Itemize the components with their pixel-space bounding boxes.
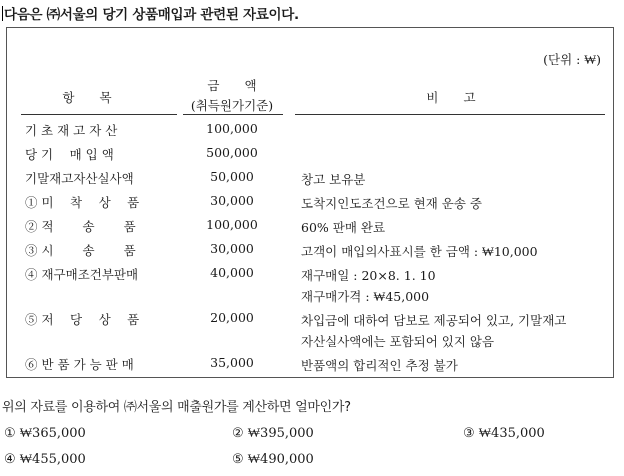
row-amount: 40,000: [210, 265, 254, 280]
row-note: 60% 판매 완료: [301, 220, 386, 235]
unit-label: (단위 : ₩): [543, 52, 601, 67]
row-note-line2: 자산실사액에는 포함되어 있지 않음: [301, 334, 495, 349]
header-amount: 금 액: [207, 78, 257, 93]
row-amount: 35,000: [210, 355, 254, 370]
row-note-line2: 재구매가격 : ₩45,000: [301, 289, 430, 304]
row-note: 차입금에 대하여 담보로 제공되어 있고, 기말재고: [301, 313, 567, 328]
row-item: ② 적 송 품: [25, 219, 136, 234]
text-cursor: [2, 6, 3, 21]
row-amount: 20,000: [210, 310, 254, 325]
header-note: 비 고: [426, 90, 476, 105]
row-item: 당 기 매 입 액: [25, 147, 114, 162]
intro-label: 다음은 ㈜서울의 당기 상품매입과 관련된 자료이다.: [4, 7, 299, 23]
row-note: 창고 보유분: [301, 172, 366, 187]
row-amount: 100,000: [206, 121, 258, 136]
header-rule-amount: [183, 114, 283, 115]
row-item: ④ 재구매조건부판매: [25, 267, 139, 282]
header-amount-basis: (취득원가기준): [190, 98, 274, 113]
row-item: ⑥ 반 품 가 능 판 매: [25, 357, 134, 372]
row-item: ③ 시 송 품: [25, 243, 136, 258]
option-2[interactable]: ② ₩395,000: [232, 426, 314, 441]
option-4[interactable]: ④ ₩455,000: [4, 452, 86, 467]
row-item: 기말재고자산실사액: [25, 171, 134, 186]
intro-text: [2, 3, 299, 23]
question-text: 위의 자료를 이용하여 ㈜서울의 매출원가를 계산하면 얼마인가?: [2, 400, 351, 415]
option-3[interactable]: ③ ₩435,000: [463, 426, 545, 441]
row-amount: 30,000: [210, 193, 254, 208]
header-rule-note: [295, 114, 605, 115]
header-rule-item: [21, 114, 177, 115]
row-item: 기 초 재 고 자 산: [25, 123, 118, 138]
row-amount: 100,000: [206, 217, 258, 232]
row-note: 도착지인도조건으로 현재 운송 중: [301, 196, 482, 211]
row-note: 고객이 매입의사표시를 한 금액 : ₩10,000: [301, 244, 538, 259]
row-amount: 500,000: [206, 145, 258, 160]
row-amount: 30,000: [210, 241, 254, 256]
row-note: 반품액의 합리적인 추정 불가: [301, 358, 458, 373]
row-note: 재구매일 : 20×8. 1. 10: [301, 268, 436, 283]
option-5[interactable]: ⑤ ₩490,000: [232, 452, 314, 467]
row-item: ① 미 착 상 품: [25, 195, 140, 210]
row-amount: 50,000: [210, 169, 254, 184]
option-1[interactable]: ① ₩365,000: [4, 426, 86, 441]
row-item: ⑤ 저 당 상 품: [25, 312, 140, 327]
data-table-box: [6, 27, 614, 378]
header-item: 항 목: [62, 90, 112, 105]
